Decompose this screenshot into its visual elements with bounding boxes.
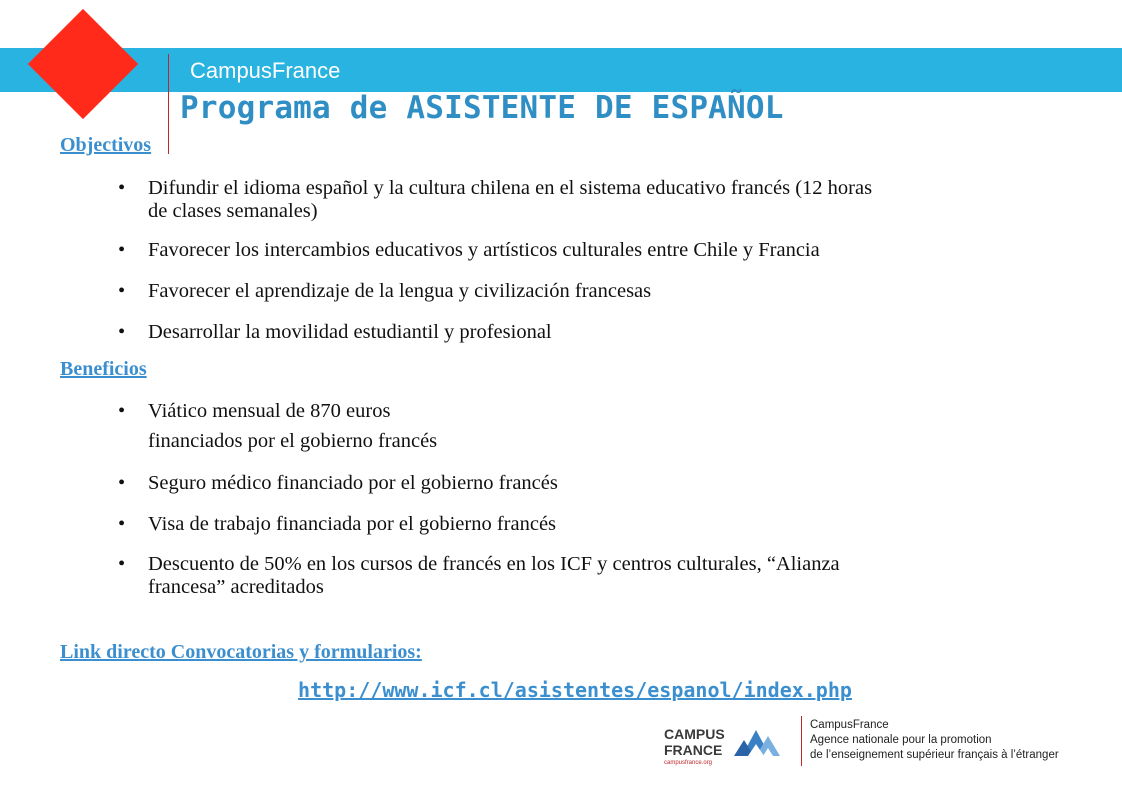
- objective-line: Difundir el idioma español y la cultura chilena en el sistema educativo francés (12 horas: [148, 177, 873, 199]
- benefit-item: [118, 513, 1098, 536]
- benefits-heading[interactable]: Beneficios: [60, 358, 147, 380]
- links-heading[interactable]: Link directo Convocatorias y formularios:: [60, 641, 422, 663]
- page-title: Programa de ASISTENTE DE ESPAÑOL: [180, 90, 784, 126]
- benefit-line: Descuento de 50% en los cursos de francés en los ICF y centros culturales, “Alianza: [148, 553, 840, 575]
- objective-line: Favorecer el aprendizaje de la lengua y civilización francesas: [148, 280, 652, 302]
- campusfrance-logo: [664, 722, 784, 766]
- objective-line: Desarrollar la movilidad estudiantil y profesional: [148, 321, 552, 343]
- objective-line: de clases semanales): [148, 200, 318, 222]
- benefit-line: financiados por el gobierno francés: [148, 430, 438, 452]
- benefit-line: francesa” acreditados: [148, 576, 324, 598]
- benefit-line: Viático mensual de 870 euros: [148, 400, 391, 422]
- bullet-icon: •: [118, 280, 126, 302]
- logo-text-bottom: FRANCE: [664, 742, 723, 758]
- footer-line: CampusFrance: [810, 719, 889, 731]
- bullet-icon: •: [118, 553, 126, 575]
- footer-divider: [801, 716, 802, 766]
- objective-item: [118, 280, 1098, 303]
- bullet-icon: •: [118, 472, 126, 494]
- red-diamond-logo: [28, 9, 138, 119]
- bullet-icon: •: [118, 513, 126, 535]
- logo-text-small: campusfrance.org: [664, 760, 713, 766]
- triangle-pattern-icon: [734, 730, 780, 756]
- objective-item: [118, 321, 1098, 344]
- benefit-line: Seguro médico financiado por el gobierno francés: [148, 472, 558, 494]
- benefit-item: [118, 472, 1098, 495]
- convocatorias-url-link[interactable]: http://www.icf.cl/asistentes/espanol/index.php: [298, 678, 852, 702]
- footer-line: de l’enseignement supérieur français à l’étranger: [810, 749, 1059, 761]
- objective-item: [118, 239, 1098, 262]
- benefit-item: [118, 400, 1098, 453]
- objective-line: Favorecer los intercambios educativos y artísticos culturales entre Chile y Francia: [148, 239, 820, 261]
- objectives-heading[interactable]: Objectivos: [60, 134, 152, 156]
- footer-line: Agence nationale pour la promotion: [810, 734, 992, 746]
- bullet-icon: •: [118, 177, 126, 199]
- benefit-line: Visa de trabajo financiada por el gobierno francés: [148, 513, 557, 535]
- objective-item: [118, 177, 1098, 223]
- header-divider: [168, 54, 169, 154]
- logo-text-top: CAMPUS: [664, 726, 725, 742]
- bullet-icon: •: [118, 400, 126, 422]
- footer-address: [810, 718, 1059, 763]
- header-brand: CampusFrance: [190, 58, 341, 83]
- bullet-icon: •: [118, 239, 126, 261]
- benefit-item: [118, 553, 1098, 599]
- bullet-icon: •: [118, 321, 126, 343]
